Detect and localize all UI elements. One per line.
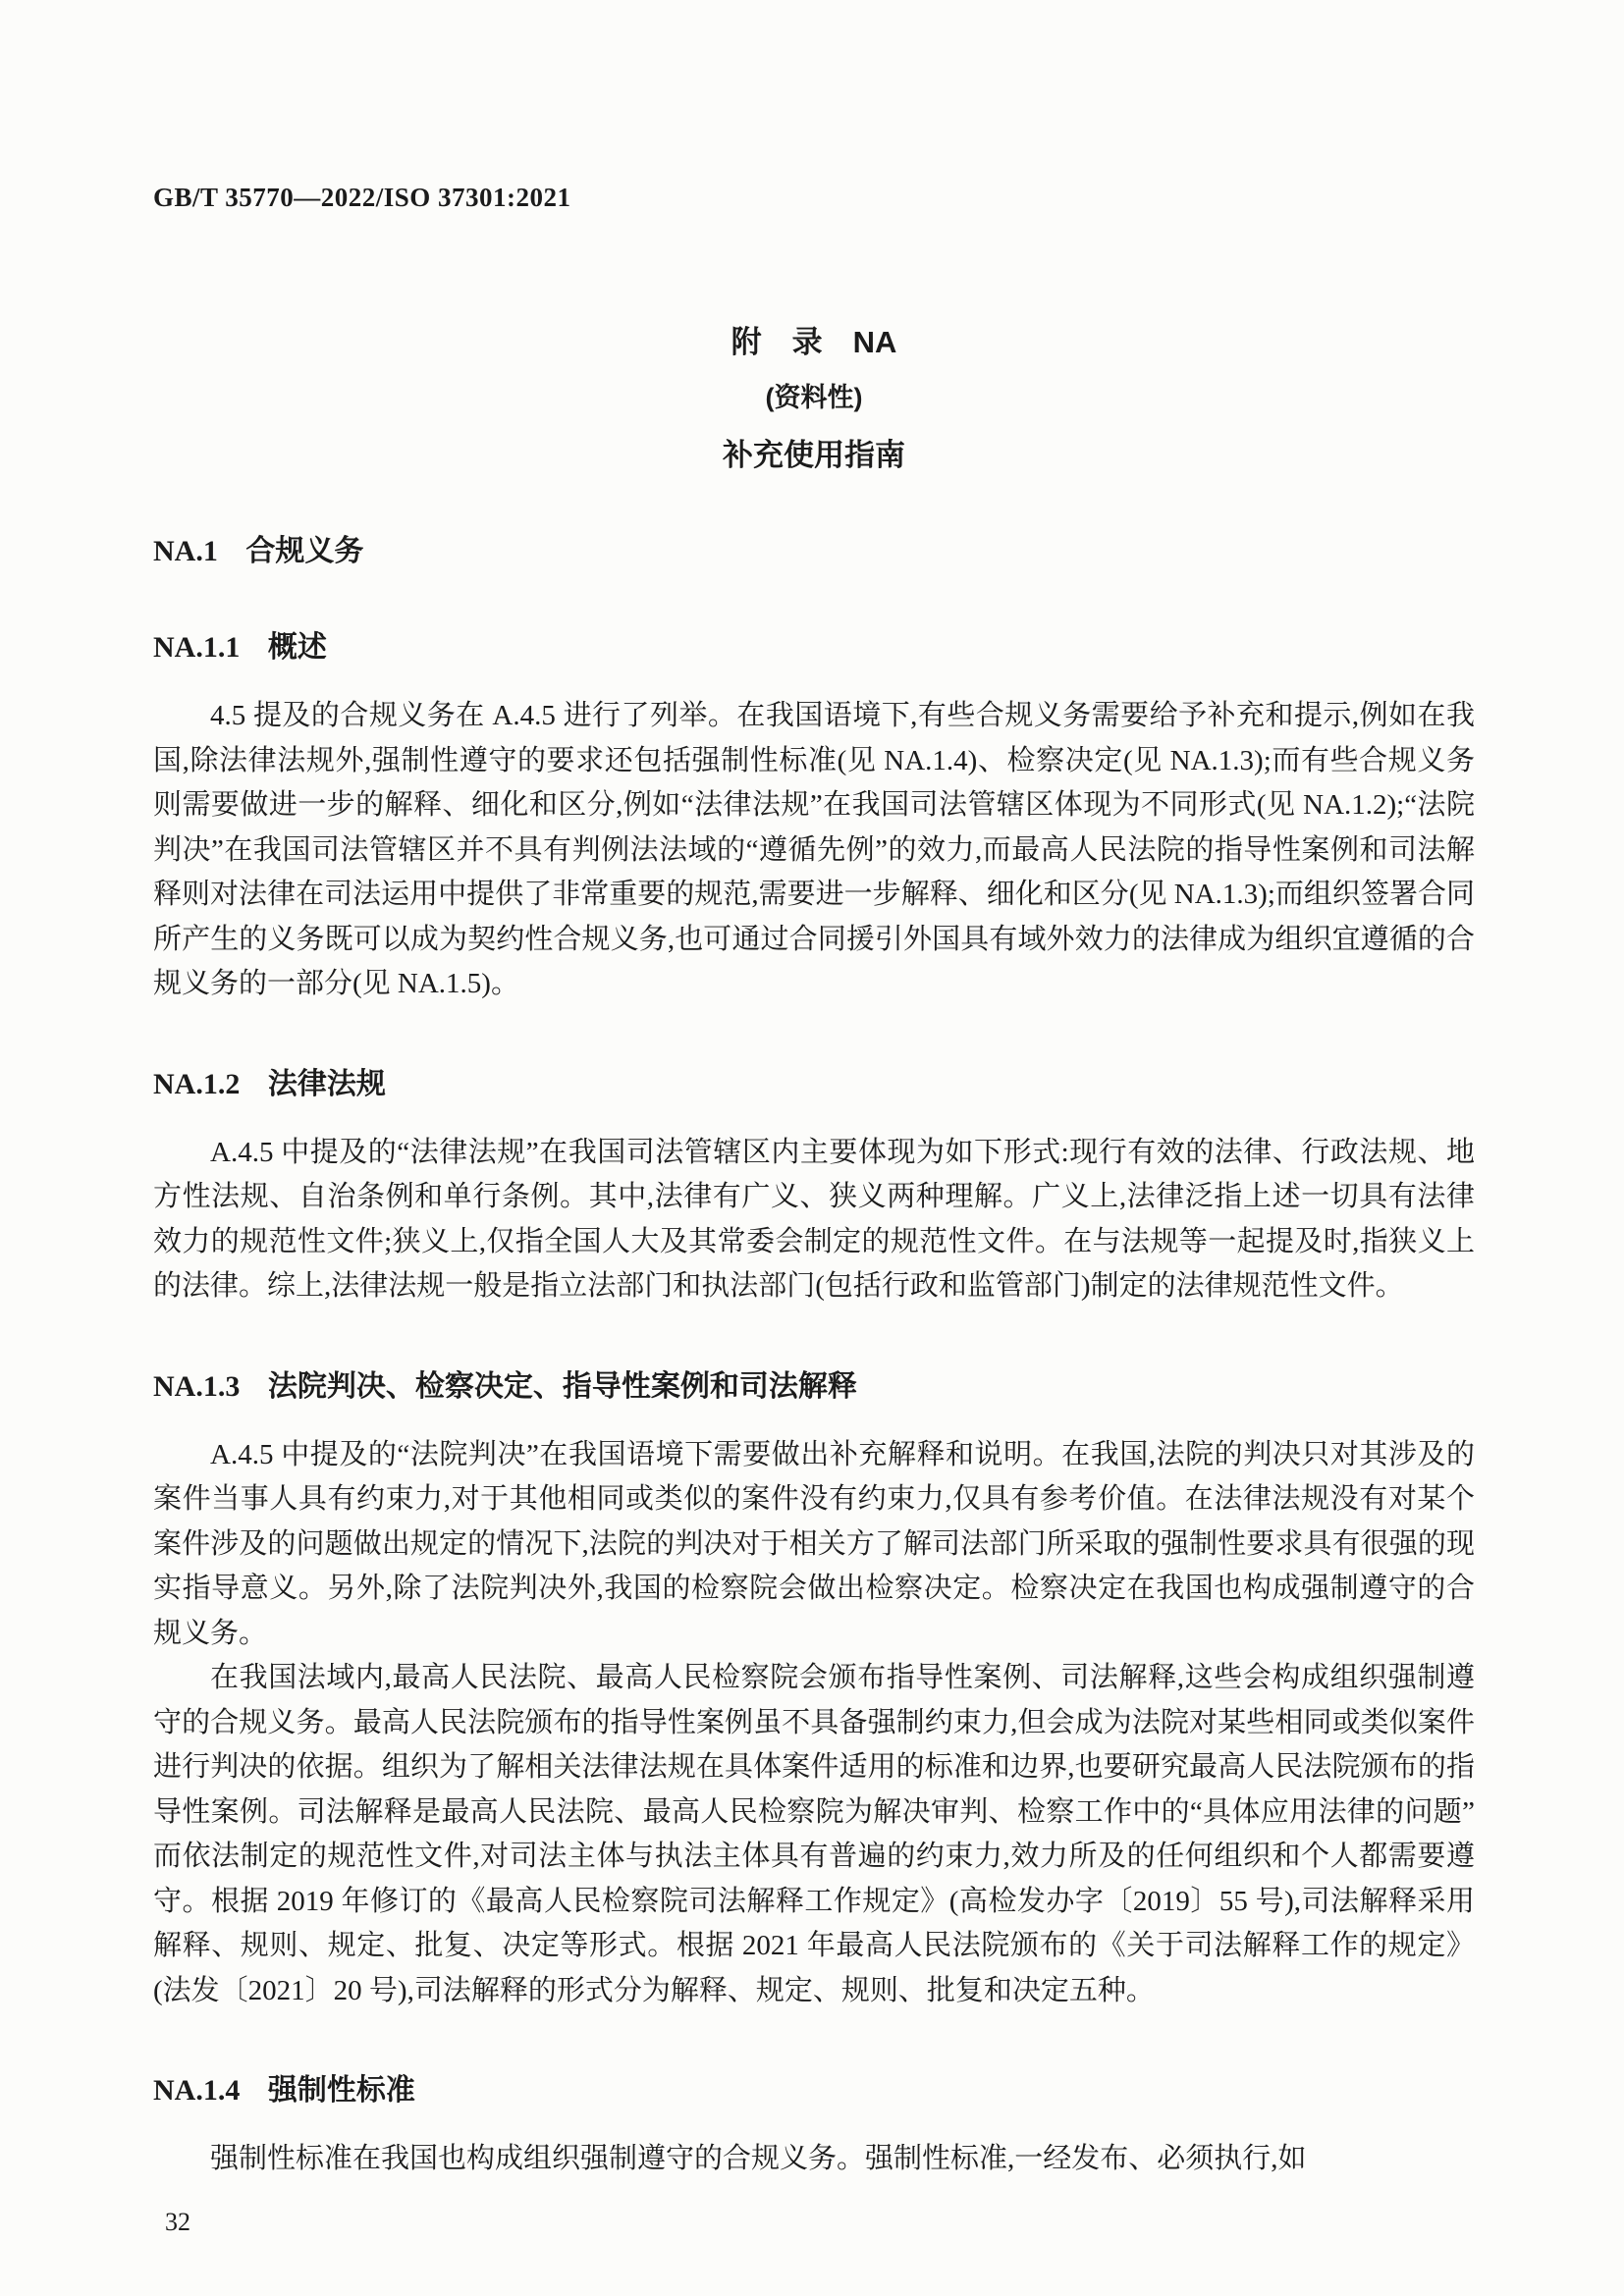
section-heading-na1-4 bbox=[153, 2072, 1475, 2109]
paragraph-na1-2-p1: A.4.5 中提及的“法律法规”在我国司法管辖区内主要体现为如下形式:现行有效的法律、行政法规、地方性法规、自治条例和单行条例。其中,法律有广义、狭义两种理解。广义上,法律泛指上述一切具有法律效力的规范性文件;狭义上,仅指全国人大及其常委会制定的规范性文件。在与法规等一起提及时,指狭义上的法律。综上,法律法规一般是指立法部门和执法部门(包括行政和监管部门)制定的法律规范性文件。 bbox=[153, 1136, 1475, 1302]
section-number: NA.1 bbox=[153, 535, 218, 567]
section-number: NA.1.4 bbox=[153, 2074, 241, 2107]
section-title: 强制性标准 bbox=[267, 2074, 415, 2107]
page-number: 32 bbox=[165, 2207, 190, 2236]
paragraph-na1-3-p2: 在我国法域内,最高人民法院、最高人民检察院会颁布指导性案例、司法解释,这些会构成组织强制遵守的合规义务。最高人民法院颁布的指导性案例虽不具备强制约束力,但会成为法院对某些相同或类似案件进行判决的依据。组织为了解相关法律法规在具体案件适用的标准和边界,也要研究最高人民法院颁布的指导性案例。司法解释是最高人民法院、最高人民检察院为解决审判、检察工作中的“具体应用法律的问题”而依法制定的规范性文件,对司法主体与执法主体具有普遍的约束力,效力所及的任何组织和个人都需要遵守。根据 2019 年修订的《最高人民检察院司法解释工作规定》(高检发办字〔2019〕55 号),司法解释采用解释、规则、规定、批复、决定等形式。根据 2021 年最高人民法院颁布的《关于司法解释工作的规定》(法发〔2021〕20 号),司法解释的形式分为解释、规定、规则、批复和决定五种。 bbox=[153, 1662, 1475, 2006]
section-title: 合规义务 bbox=[245, 535, 364, 567]
section-title: 法院判决、检察决定、指导性案例和司法解释 bbox=[267, 1369, 857, 1403]
standard-code-header: GB/T 35770—2022/ISO 37301:2021 bbox=[153, 183, 571, 212]
appendix-title-block bbox=[153, 317, 1475, 474]
section-heading-na1 bbox=[153, 533, 1475, 570]
appendix-subtitle: 补充使用指南 bbox=[723, 438, 905, 472]
paragraph-na1-3-p1: A.4.5 中提及的“法院判决”在我国语境下需要做出补充解释和说明。在我国,法院的判决只对其涉及的案件当事人具有约束力,对于其他相同或类似的案件没有约束力,仅具有参考价值。在法律法规没有对某个案件涉及的问题做出规定的情况下,法院的判决对于相关方了解司法部门所采取的强制性要求具有很强的现实指导意义。另外,除了法院判决外,我国的检察院会做出检察决定。检察决定在我国也构成强制遵守的合规义务。 bbox=[153, 1438, 1475, 1649]
section-title: 法律法规 bbox=[267, 1067, 386, 1100]
paragraph-na1-1-p1: 4.5 提及的合规义务在 A.4.5 进行了列举。在我国语境下,有些合规义务需要给予补充和提示,例如在我国,除法律法规外,强制性遵守的要求还包括强制性标准(见 NA.1.4)、检察决定(见 NA.1.3);而有些合规义务则需要做进一步的解释、细化和区分,例如“法律法规”在我国司法管辖区体现为不同形式(见 NA.1.2);“法院判决”在我国司法管辖区并不具有判例法法域的“遵循先例”的效力,而最高人民法院的指导性案例和司法解释则对法律在司法运用中提供了非常重要的规范,需要进一步解释、细化和区分(见 NA.1.3);而组织签署合同所产生的义务既可以成为契约性合规义务,也可通过合同援引外国具有域外效力的法律成为组织宜遵循的合规义务的一部分(见 NA.1.5)。 bbox=[153, 700, 1475, 999]
section-heading-na1-2 bbox=[153, 1066, 1475, 1103]
appendix-classification: (资料性) bbox=[765, 383, 863, 412]
paragraph-na1-4-p1: 强制性标准在我国也构成组织强制遵守的合规义务。强制性标准,一经发布、必须执行,如 bbox=[210, 2143, 1307, 2174]
section-number: NA.1.1 bbox=[153, 631, 241, 664]
appendix-title: 附 录 NA bbox=[731, 325, 897, 359]
section-title: 概述 bbox=[267, 631, 327, 664]
section-number: NA.1.2 bbox=[153, 1067, 241, 1100]
section-heading-na1-1 bbox=[153, 629, 1475, 667]
section-number: NA.1.3 bbox=[153, 1369, 241, 1403]
section-heading-na1-3 bbox=[153, 1368, 1475, 1406]
